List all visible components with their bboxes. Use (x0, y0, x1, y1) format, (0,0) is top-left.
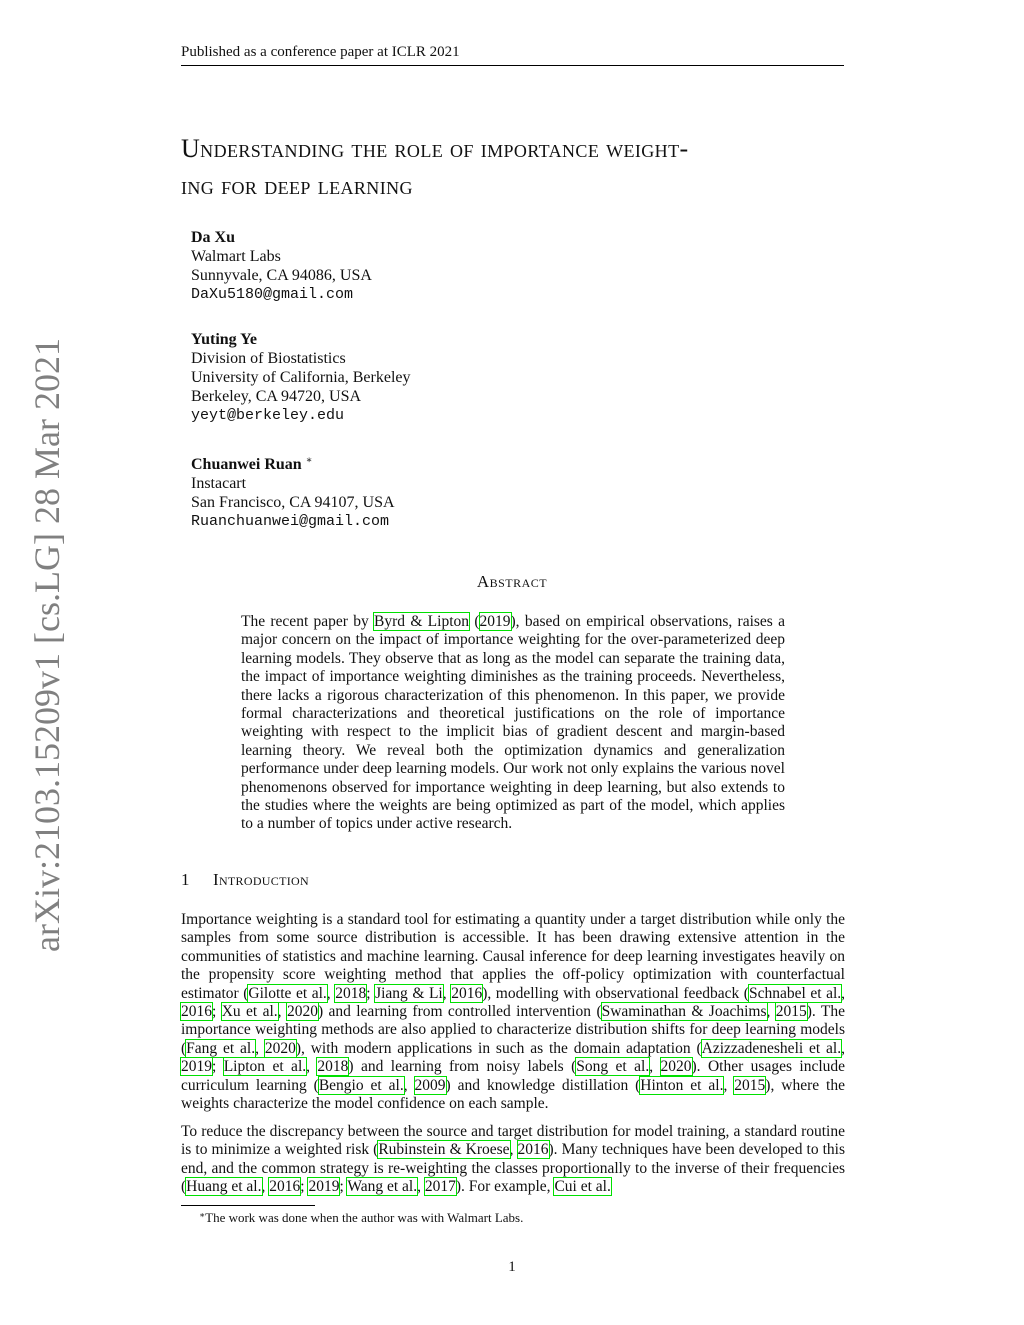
paragraph-text: ; (300, 1178, 309, 1196)
citation-link[interactable]: 2019 (479, 613, 511, 630)
citation-link[interactable]: 2016 (517, 1141, 549, 1159)
paragraph-text: , (326, 984, 336, 1002)
paragraph-text: ; (212, 1003, 222, 1021)
author-affiliation: University of California, Berkeley (191, 369, 411, 386)
paragraph-text: ; (212, 1058, 224, 1076)
citation-link[interactable]: 2019 (308, 1178, 340, 1196)
citation-link[interactable]: 2019 (181, 1058, 212, 1076)
arxiv-stamp-text: arXiv:2103.15209v1 [cs.LG] 28 Mar 2021 (27, 338, 67, 952)
citation-link[interactable]: 2018 (317, 1058, 349, 1076)
paragraph-text: ), modelling with observational feedback ( (482, 984, 749, 1002)
section-number: 1 (181, 870, 190, 889)
footnote-rule (181, 1205, 315, 1206)
citation-link[interactable]: Hinton et al. (640, 1076, 724, 1094)
title-line-1: Understanding the role of importance weight- (181, 134, 689, 163)
paragraph-text: ). Other usages include curriculum learning ( (181, 1058, 846, 1094)
citation-link[interactable]: Swaminathan & Joachims (601, 1003, 767, 1021)
citation-link[interactable]: Gilotte et al. (248, 984, 327, 1002)
paragraph-text: , (403, 1076, 415, 1094)
citation-link[interactable]: 2018 (335, 984, 367, 1002)
paragraph-text: ), where the weights characterize the model confidence on each sample. (181, 1076, 845, 1113)
intro-paragraph-2 (181, 1123, 845, 1197)
citation-link[interactable]: Lipton et al. (223, 1058, 307, 1076)
author-name: Da Xu (191, 229, 236, 246)
paragraph-text: ). The importance weighting methods are also applied to characterize distribution shifts for deep learning models ( (181, 1003, 846, 1057)
citation-link[interactable]: Jiang & Li (375, 984, 443, 1002)
intro-paragraph-1 (181, 911, 845, 1113)
paragraph-text: , (255, 1039, 265, 1057)
author-name: Yuting Ye (191, 331, 257, 348)
paper-title (181, 130, 861, 204)
author-address: San Francisco, CA 94107, USA (191, 494, 395, 511)
citation-link[interactable]: Schnabel et al. (748, 984, 842, 1002)
footnote-mark: ∗ (199, 1210, 206, 1220)
citation-link[interactable]: 2015 (734, 1076, 766, 1094)
section-title: Introduction (213, 870, 309, 889)
paragraph-text: ) and learning from controlled intervention ( (317, 1003, 602, 1021)
citation-link[interactable]: 2016 (269, 1178, 301, 1196)
abstract-text: The recent paper by Byrd & Lipton (2019), based on empirical observations, raises a major concern on the impact of importance weighting for the over-parameterized deep learning models. They observe that as long as the model can separate the training data, the impact of importance weighting diminishes as the training proceeds. Nevertheless, there lacks a rigorous characterization of this phenomenon. In this paper, we provide formal characterizations and theoretical justifications on the role of importance weighting with respect to the implicit bias of gradient descent and margin-based learning theory. We reveal both the optimization dynamics and generalization performance under deep learning models. Our work not only explains the various novel phenomenons observed for importance weighting in deep learning, but also extends to the studies where the weights are being optimized as part of the model, which applies to a number of topics under active research. (241, 613, 786, 833)
citation-link[interactable]: 2015 (775, 1003, 807, 1021)
paragraph-text: , (766, 1003, 776, 1021)
citation-link[interactable]: Wang et al. (347, 1178, 418, 1196)
footnote-marker[interactable]: ∗ (305, 455, 313, 466)
paragraph-text: Importance weighting is a standard tool for estimating a quantity under a target distribution while only the samples from some source distribution is accessible. It has been drawing extensive attention in the communities of statistics and machine learning. Causal inference for deep learning investigates heavily on the propensity score weighting method that applies the off-policy optimization with counterfactual estimator ( (181, 911, 845, 1002)
citation-link[interactable]: Cui et al. (554, 1178, 611, 1196)
arxiv-stamp (27, 338, 67, 952)
citation-link[interactable]: 2016 (181, 1003, 212, 1021)
footnote (199, 1210, 523, 1226)
citation-link[interactable]: 2016 (451, 984, 483, 1002)
paragraph-text: , (841, 984, 846, 1002)
paragraph-text: , (417, 1178, 425, 1196)
paragraph-text: , (509, 1141, 518, 1159)
paragraph-text: , (442, 984, 452, 1002)
paragraph-text: , (723, 1076, 735, 1094)
citation-link[interactable]: 2017 (424, 1178, 456, 1196)
page-number: 1 (508, 1259, 516, 1275)
citation-link[interactable]: Song et al. (576, 1058, 650, 1076)
author-block-2 (191, 330, 411, 425)
citation-link[interactable]: 2020 (264, 1039, 296, 1057)
citation-link[interactable]: Bengio et al. (318, 1076, 404, 1094)
author-name: Chuanwei Ruan ∗ (191, 455, 313, 473)
citation-link[interactable]: Xu et al. (221, 1003, 278, 1021)
citation-link[interactable]: Byrd & Lipton (374, 613, 470, 630)
author-email[interactable]: DaXu5180@gmail.com (191, 286, 354, 303)
title-line-2: ing for deep learning (181, 171, 413, 200)
author-affiliation: Division of Biostatistics (191, 350, 346, 367)
paragraph-text: , (261, 1178, 270, 1196)
paragraph-text: To reduce the discrepancy between the source and target distribution for model training, a standard routine is to minimize a weighted risk ( (181, 1123, 845, 1159)
author-block-1 (191, 228, 372, 304)
paragraph-text: ). Many techniques have been developed to this end, and the common strategy is re-weighting the classes proportionally to the inverse of their frequencies ( (181, 1141, 846, 1196)
citation-link[interactable]: Rubinstein & Kroese (378, 1141, 510, 1159)
paragraph-text: ) and learning from noisy labels ( (348, 1058, 577, 1076)
paragraph-text: , (306, 1058, 318, 1076)
paragraph-text: ; (339, 1178, 348, 1196)
citation-link[interactable]: Azizzadenesheli et al. (701, 1039, 842, 1057)
paragraph-text: , (649, 1058, 661, 1076)
header-rule (181, 65, 844, 66)
author-affiliation: Walmart Labs (191, 248, 281, 265)
paragraph-text: ) and knowledge distillation ( (445, 1076, 641, 1094)
author-email[interactable]: Ruanchuanwei@gmail.com (191, 513, 390, 530)
citation-link[interactable]: 2020 (286, 1003, 318, 1021)
footnote-text: The work was done when the author was with Walmart Labs. (205, 1210, 524, 1225)
abstract-heading: Abstract (476, 572, 548, 591)
author-address: Sunnyvale, CA 94086, USA (191, 267, 372, 284)
citation-link[interactable]: 2020 (660, 1058, 692, 1076)
paragraph-text: ). For example, (455, 1178, 555, 1196)
author-email[interactable]: yeyt@berkeley.edu (191, 407, 345, 424)
citation-link[interactable]: Fang et al. (186, 1039, 256, 1057)
paragraph-text: ; (366, 984, 376, 1002)
paragraph-text: ), with modern applications in such as the domain adaptation ( (295, 1039, 702, 1057)
citation-link[interactable]: Huang et al. (186, 1178, 262, 1196)
author-address: Berkeley, CA 94720, USA (191, 388, 362, 405)
author-block-3 (191, 451, 395, 531)
paragraph-text: , (841, 1039, 845, 1057)
running-head: Published as a conference paper at ICLR 2021 (181, 44, 460, 60)
citation-link[interactable]: 2009 (414, 1076, 446, 1094)
paragraph-text: , (277, 1003, 287, 1021)
author-affiliation: Instacart (191, 475, 247, 492)
